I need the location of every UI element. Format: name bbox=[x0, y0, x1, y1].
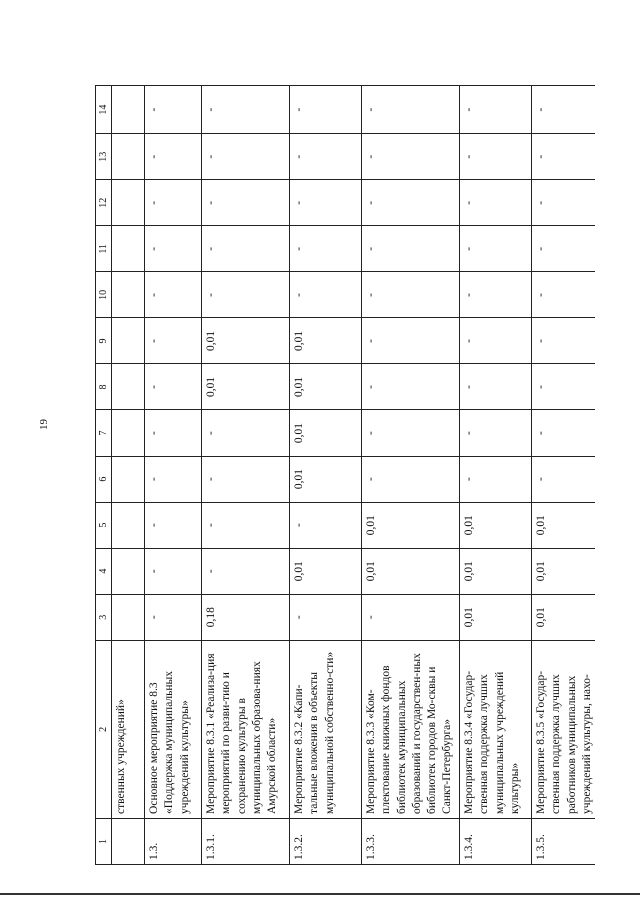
value-cell: - bbox=[145, 318, 202, 364]
value-cell: 0,01 bbox=[290, 548, 362, 594]
value-cell: - bbox=[460, 180, 532, 226]
value-cell: - bbox=[290, 226, 362, 272]
value-cell: - bbox=[145, 548, 202, 594]
value-cell: - bbox=[290, 502, 362, 548]
value-cell: - bbox=[202, 226, 290, 272]
value-cell: - bbox=[145, 364, 202, 410]
value-cell: - bbox=[460, 134, 532, 180]
value-cell: 0,01 bbox=[460, 594, 532, 640]
value-cell: - bbox=[460, 318, 532, 364]
value-cell: - bbox=[532, 318, 595, 364]
value-cell: - bbox=[202, 86, 290, 134]
value-cell: - bbox=[532, 456, 595, 502]
value-cell: - bbox=[362, 410, 460, 456]
value-cell: 0,01 bbox=[532, 594, 595, 640]
value-cell: - bbox=[202, 134, 290, 180]
value-cell: - bbox=[532, 272, 595, 318]
value-cell: - bbox=[460, 86, 532, 134]
header-cell: 6 bbox=[96, 456, 112, 502]
value-cell: 0,01 bbox=[290, 410, 362, 456]
value-cell: 0,01 bbox=[290, 318, 362, 364]
value-cell: - bbox=[362, 364, 460, 410]
value-cell: - bbox=[145, 502, 202, 548]
budget-table bbox=[95, 85, 595, 865]
value-cell: 0,01 bbox=[532, 502, 595, 548]
header-cell: 4 bbox=[96, 548, 112, 594]
table-body bbox=[96, 86, 596, 865]
header-cell: 1 bbox=[96, 818, 112, 864]
value-cell: - bbox=[145, 272, 202, 318]
value-cell: - bbox=[460, 272, 532, 318]
value-cell: - bbox=[145, 86, 202, 134]
value-cell: - bbox=[202, 180, 290, 226]
page-bottom-rule bbox=[0, 893, 640, 895]
value-cell: - bbox=[532, 86, 595, 134]
value-cell: - bbox=[290, 86, 362, 134]
value-cell: - bbox=[202, 502, 290, 548]
header-cell: 3 bbox=[96, 594, 112, 640]
rotated-table-frame bbox=[95, 85, 595, 865]
header-number-row bbox=[96, 86, 112, 865]
header-cell: 11 bbox=[96, 226, 112, 272]
row-code: 1.3. bbox=[145, 818, 202, 864]
value-cell: 0,01 bbox=[460, 548, 532, 594]
row-name: Мероприятие 8.3.5 «Государ-ственная поддержка лучших работников муниципальных учреждений культуры, нахо- bbox=[532, 640, 595, 818]
table-container bbox=[95, 85, 595, 865]
page-number: 19 bbox=[38, 419, 50, 430]
header-cell: 5 bbox=[96, 502, 112, 548]
header-cell: 7 bbox=[96, 410, 112, 456]
value-cell: 0,01 bbox=[290, 456, 362, 502]
value-cell: 0,01 bbox=[202, 364, 290, 410]
row-code: 1.3.3. bbox=[362, 818, 460, 864]
row-code: 1.3.2. bbox=[290, 818, 362, 864]
value-cell: - bbox=[460, 226, 532, 272]
value-cell: - bbox=[532, 134, 595, 180]
row-code: 1.3.5. bbox=[532, 818, 595, 864]
value-cell: - bbox=[460, 456, 532, 502]
value-cell: - bbox=[202, 410, 290, 456]
table-row bbox=[532, 86, 595, 865]
row-name: ственных учреждений» bbox=[112, 640, 145, 818]
value-cell: - bbox=[202, 548, 290, 594]
row-name: Мероприятие 8.3.3 «Ком-плектование книжных фондов библиотек муниципальных образований и государствен-ных библиотек городов Мо-сквы и Санкт-Петербурга» bbox=[362, 640, 460, 818]
header-cell: 12 bbox=[96, 180, 112, 226]
header-cell: 13 bbox=[96, 134, 112, 180]
value-cell: - bbox=[145, 134, 202, 180]
row-code: 1.3.4. bbox=[460, 818, 532, 864]
header-cell: 2 bbox=[96, 640, 112, 818]
value-cell: - bbox=[290, 272, 362, 318]
value-cell: - bbox=[202, 272, 290, 318]
value-cell: - bbox=[532, 410, 595, 456]
value-cell: - bbox=[202, 456, 290, 502]
value-cell: - bbox=[145, 456, 202, 502]
value-cell: - bbox=[290, 180, 362, 226]
value-cell: - bbox=[362, 272, 460, 318]
value-cell: - bbox=[460, 410, 532, 456]
value-cell: - bbox=[290, 594, 362, 640]
row-name: Мероприятие 8.3.2 «Капи-тальные вложения в объекты муниципальной собственно-сти» bbox=[290, 640, 362, 818]
value-cell: - bbox=[362, 456, 460, 502]
value-cell: - bbox=[145, 410, 202, 456]
value-cell: - bbox=[362, 180, 460, 226]
value-cell: 0,01 bbox=[532, 548, 595, 594]
header-cell: 9 bbox=[96, 318, 112, 364]
table-row bbox=[460, 86, 532, 865]
row-name: Основное мероприятие 8.3 «Поддержка муниципальных учреждений культуры» bbox=[145, 640, 202, 818]
row-name: Мероприятие 8.3.1 «Реализа-ция мероприятий по разви-тию и сохранению культуры в муниципальных образова-ниях Амурской области» bbox=[202, 640, 290, 818]
value-cell: 0,01 bbox=[202, 318, 290, 364]
value-cell: - bbox=[532, 364, 595, 410]
value-cell: - bbox=[145, 226, 202, 272]
value-cell: - bbox=[532, 180, 595, 226]
value-cell: - bbox=[460, 364, 532, 410]
value-cell: - bbox=[362, 226, 460, 272]
value-cell: - bbox=[145, 180, 202, 226]
value-cell: - bbox=[362, 318, 460, 364]
value-cell: 0,01 bbox=[290, 364, 362, 410]
table-row bbox=[145, 86, 202, 865]
value-cell: - bbox=[362, 86, 460, 134]
table-row bbox=[290, 86, 362, 865]
value-cell: 0,18 bbox=[202, 594, 290, 640]
row-name: Мероприятие 8.3.4 «Государ-ственная поддержка лучших муниципальных учреждений культуры» bbox=[460, 640, 532, 818]
value-cell: - bbox=[290, 134, 362, 180]
header-cell: 14 bbox=[96, 86, 112, 134]
value-cell: 0,01 bbox=[362, 548, 460, 594]
table-row bbox=[362, 86, 460, 865]
value-cell: - bbox=[362, 134, 460, 180]
value-cell: - bbox=[532, 226, 595, 272]
header-cell: 8 bbox=[96, 364, 112, 410]
header-cell: 10 bbox=[96, 272, 112, 318]
value-cell: 0,01 bbox=[362, 502, 460, 548]
row-code: 1.3.1. bbox=[202, 818, 290, 864]
table-row bbox=[202, 86, 290, 865]
value-cell: 0,01 bbox=[460, 502, 532, 548]
value-cell: - bbox=[145, 594, 202, 640]
row-code bbox=[112, 818, 145, 864]
value-cell: - bbox=[362, 594, 460, 640]
continuation-row bbox=[112, 86, 145, 865]
